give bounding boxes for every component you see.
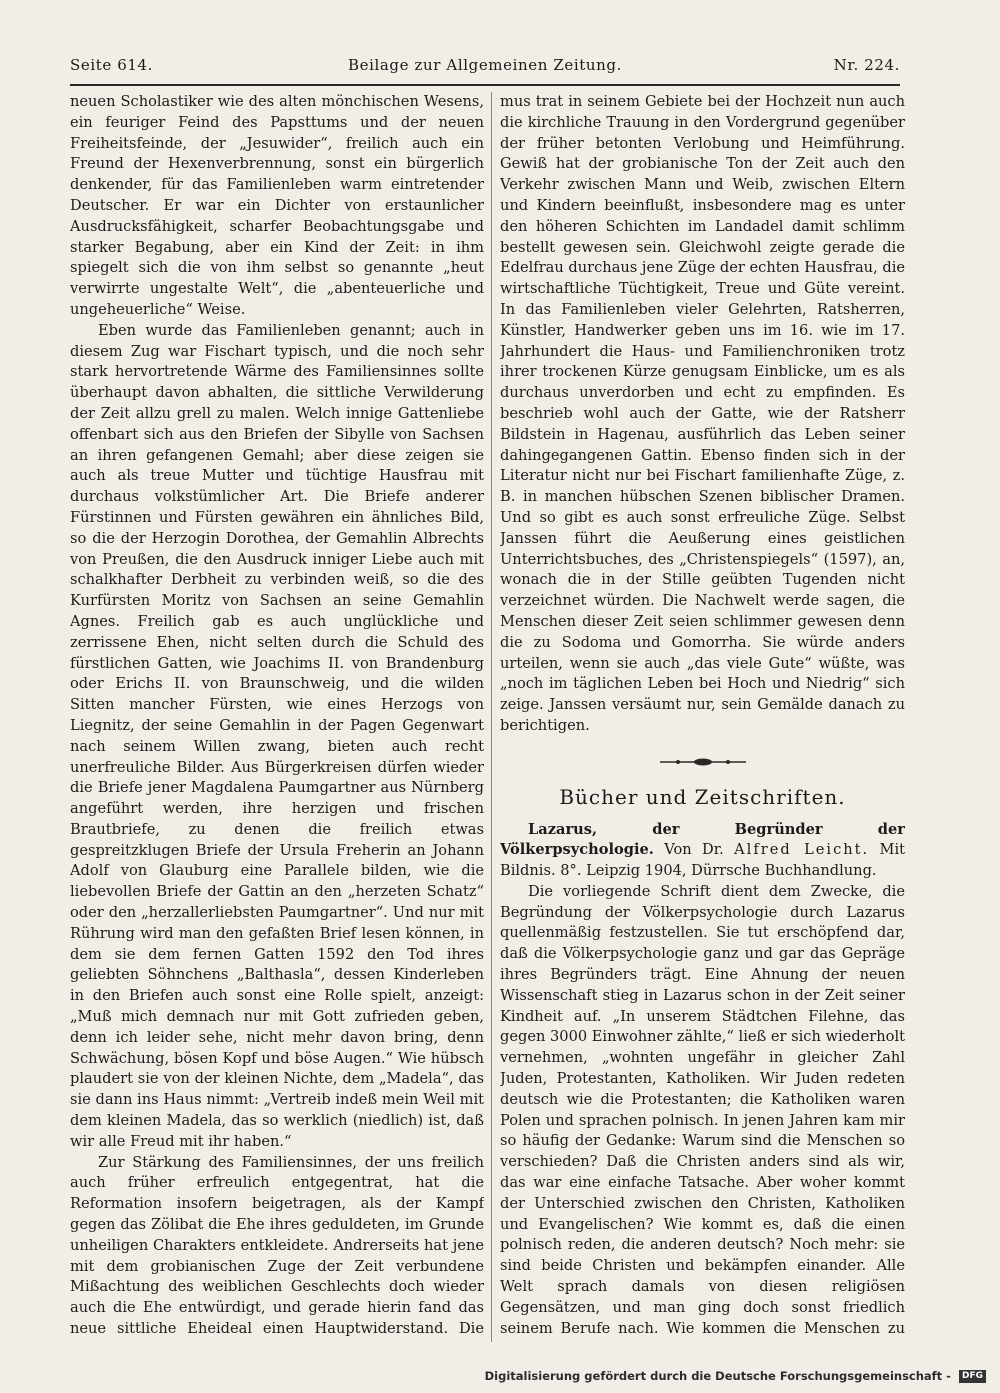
review-body: Die vorliegende Schrift dient dem Zwecke, die Begründung der Völkerpsychologie durch Lazarus quellenmäßig festzustellen. Sie tut erschöpfend dar, daß die Völkerpsychologie ganz und gar das Gepräge ihres Begründers trägt. Eine Ahnung der neuen Wissenschaft stieg in Lazarus schon in der Zeit seiner Kindheit auf. „In unserem Städtchen Filehne, das gegen 3000 Einwohner zählte,“ ließ er sich wiederholt vernehmen, „wohnten ungefähr in gleicher Zahl Juden, Protestanten, Katholiken. Wir Juden redeten deutsch wie die Protestanten; die Katholiken waren Polen und sprachen polnisch. In jenen Jahren kam mir so häufig der Gedanke: Warum sind die Menschen so verschieden? Daß die Christen anders sind als wir, das war eine einfache Tatsache. Aber woher kommt der Unterschied zwischen den Christen, Katholiken und Evangelischen? Wie kommt es, daß die einen polnisch reden, die anderen deutsch? Noch mehr: sie sind beide Christen und bekämpfen einander. Alle Welt sprach damals von diesen religiösen Gegensätzen, und man ging doch sonst friedlich seinem Berufe nach. Wie kommen die Menschen zu xyxy=(500,882,905,1337)
issue-number: Nr. 224. xyxy=(833,56,900,74)
section-title: Bücher und Zeitschriften. xyxy=(559,784,846,809)
page-number: Seite 614. xyxy=(70,56,154,74)
left-paragraph-3: Zur Stärkung des Familiensinnes, der uns freilich auch früher erfreulich entgegentrat, hat die Reformation insofern beigetragen, als der Kampf gegen das Zölibat die Ehe ihres geduldeten, im Grunde unheiligen Charakters entkleidete. Andrerseits hat jene mit dem grobianischen Zuge der Zeit verbundene Mißachtung des weiblichen Geschlechts doch wieder auch die Ehe entwürdigt, und gerade hierin fand das neue sittliche Eheideal einen Hauptwiderstand. Die xyxy=(70,1153,484,1338)
section-ornament xyxy=(658,755,748,769)
dfg-logo: DFG xyxy=(959,1370,986,1383)
right-column xyxy=(500,92,905,1342)
header-rule xyxy=(70,84,900,86)
left-column xyxy=(70,92,484,1342)
column-divider xyxy=(491,92,492,1342)
left-paragraph-2: Eben wurde das Familienleben genannt; auch in diesem Zug war Fischart typisch, und die noch sehr stark hervortretende Wärme des Familiensinnes sollte überhaupt davon abhalten, die sittliche Verwilderung der Zeit allzu grell zu malen. Welch innige Gattenliebe offenbart sich aus den Briefen der Sibylle von Sachsen an ihren gefangenen Gemahl; aber diese zeigen sie auch als treue Mutter und tüchtige Hausfrau mit durchaus volkstümlicher Art. Die Briefe anderer Fürstinnen und Fürsten gewähren ein ähnliches Bild, so die der Herzogin Dorothea, der Gemahlin Albrechts von Preußen, die den Ausdruck inniger Liebe auch mit schalkhafter Derbheit zu verbinden weiß, so die des Kurfürsten Moritz von Sachsen an seine Gemahlin Agnes. Freilich gab es auch unglückliche und zerrissene Ehen, nicht selten durch die Schuld des fürstlichen Gatten, wie Joachims II. von Brandenburg oder Erichs II. von Braunschweig, und die wilden Sitten mancher Fürsten, wie eines Herzogs von Liegnitz, der seine Gemahlin in der Pagen Gegenwart nach seinem Willen zwang, bieten auch recht unerfreuliche Bilder. Aus Bürgerkreisen dürfen wieder die Briefe jener Magdalena Paumgartner aus Nürnberg angeführt werden, ihre herzigen und frischen Brautbriefe, zu denen die freilich etwas gespreitzklugen Briefe der Ursula Freherin an Johann Adolf von Glauburg eine Parallele bilden, wie die liebevollen Briefe der Gattin an den „herzeten Schatz“ oder den „herzallerliebsten Paumgartner“. Und nur mit Rührung wird man den gefaßten Brief lesen können, in dem sie dem fernen Gatten 1592 den Tod ihres geliebten Söhnchens „Balthasla“, dessen Kinderleben in den Briefen auch sonst eine Rolle spielt, anzeigt: „Muß mich demnach nur mit Gott zufrieden geben, denn ich leider sehe, nicht mehr davon bring, denn Schwächung, bösen Kopf und böse Augen.“ Wie hübsch plaudert sie von der kleinen Nichte, dem „Madela“, das sie dann ins Haus nimmt: „Vertreib indeß mein Weil mit dem kleinen Madela, das so werklich (niedlich) ist, daß wir alle Freud mit ihr haben.“ xyxy=(70,321,484,1150)
right-paragraph-1: mus trat in seinem Gebiete bei der Hochzeit nun auch die kirchliche Trauung in den Vordergrund gegenüber der früher betonten Verlobung und Heimführung. Gewiß hat der grobianische Ton der Zeit auch den Verkehr zwischen Mann und Weib, zwischen Eltern und Kindern beeinflußt, insbesondere mag es unter den höheren Schichten im Landadel damit schlimm bestellt gewesen sein. Gleichwohl zeigte gerade die Edelfrau durchaus jene Züge der echten Hausfrau, die wirtschaftliche Tüchtigkeit, Treue und Güte vereint. In das Familienleben vieler Gelehrten, Ratsherren, Künstler, Handwerker geben uns im 16. wie im 17. Jahrhundert die Haus- und Familienchroniken trotz ihrer trockenen Kürze genugsam Einblicke, um es als durchaus unverdorben und echt zu empfinden. Es beschrieb wohl auch der Gatte, wie der Ratsherr Bildstein in Hagenau, ausführlich das Leben seiner dahingegangenen Gattin. Ebenso finden sich in der Literatur nicht nur bei Fischart familienhafte Züge, z. B. in manchen hübschen Szenen biblischer Dramen. Und so gibt es auch sonst erfreuliche Züge. Selbst Janssen führt die Aeußerung eines geistlichen Unterrichtsbuches, des „Christenspiegels“ (1597), an, wonach die in der Stille geübten Tugenden nicht verzeichnet würden. Die Nachwelt werde sagen, die Menschen dieser Zeit seien schlimmer gewesen denn die zu Sodoma und Gomorrha. Sie würde anders urteilen, wenn sie auch „das viele Gute“ wüßte, was „noch im täglichen Leben bei Hoch und Niedrig“ sich zeige. Janssen versäumt nur, sein Gemälde danach zu berichtigen. xyxy=(500,93,905,734)
review-by: Von Dr. xyxy=(664,841,724,859)
review-publication-info: Mit Bildnis. 8°. Leipzig 1904, Dürrsche Buchhandlung. xyxy=(500,841,905,880)
review-heading xyxy=(500,820,905,882)
publication-title: Beilage zur Allgemeinen Zeitung. xyxy=(348,56,622,74)
review-book-title: Lazarus, der Begründer der Völkerpsychologie. xyxy=(500,820,905,859)
review-author: Alfred Leicht. xyxy=(734,841,870,859)
page-header xyxy=(70,56,900,80)
digitization-credit xyxy=(485,1369,986,1387)
left-paragraph-1: neuen Scholastiker wie des alten mönchischen Wesens, ein feuriger Feind des Papsttums und der neuen Freiheitsfeinde, der „Jesuwider“, freilich auch ein Freund der Hexenverbrennung, sonst ein bürgerlich denkender, für das Familienleben warm eintretender Deutscher. Er war ein Dichter von erstaunlicher Ausdrucksfähigkeit, scharfer Beobachtungsgabe und starker Begabung, aber ein Kind der Zeit: in ihm spiegelt sich die von ihm selbst so genannte „heut verwirrte ungestalte Welt“, die „abenteuerliche und ungeheuerliche“ Weise. xyxy=(70,93,484,318)
credit-text: Digitalisierung gefördert durch die Deutsche Forschungsgemeinschaft - xyxy=(484,1369,951,1383)
